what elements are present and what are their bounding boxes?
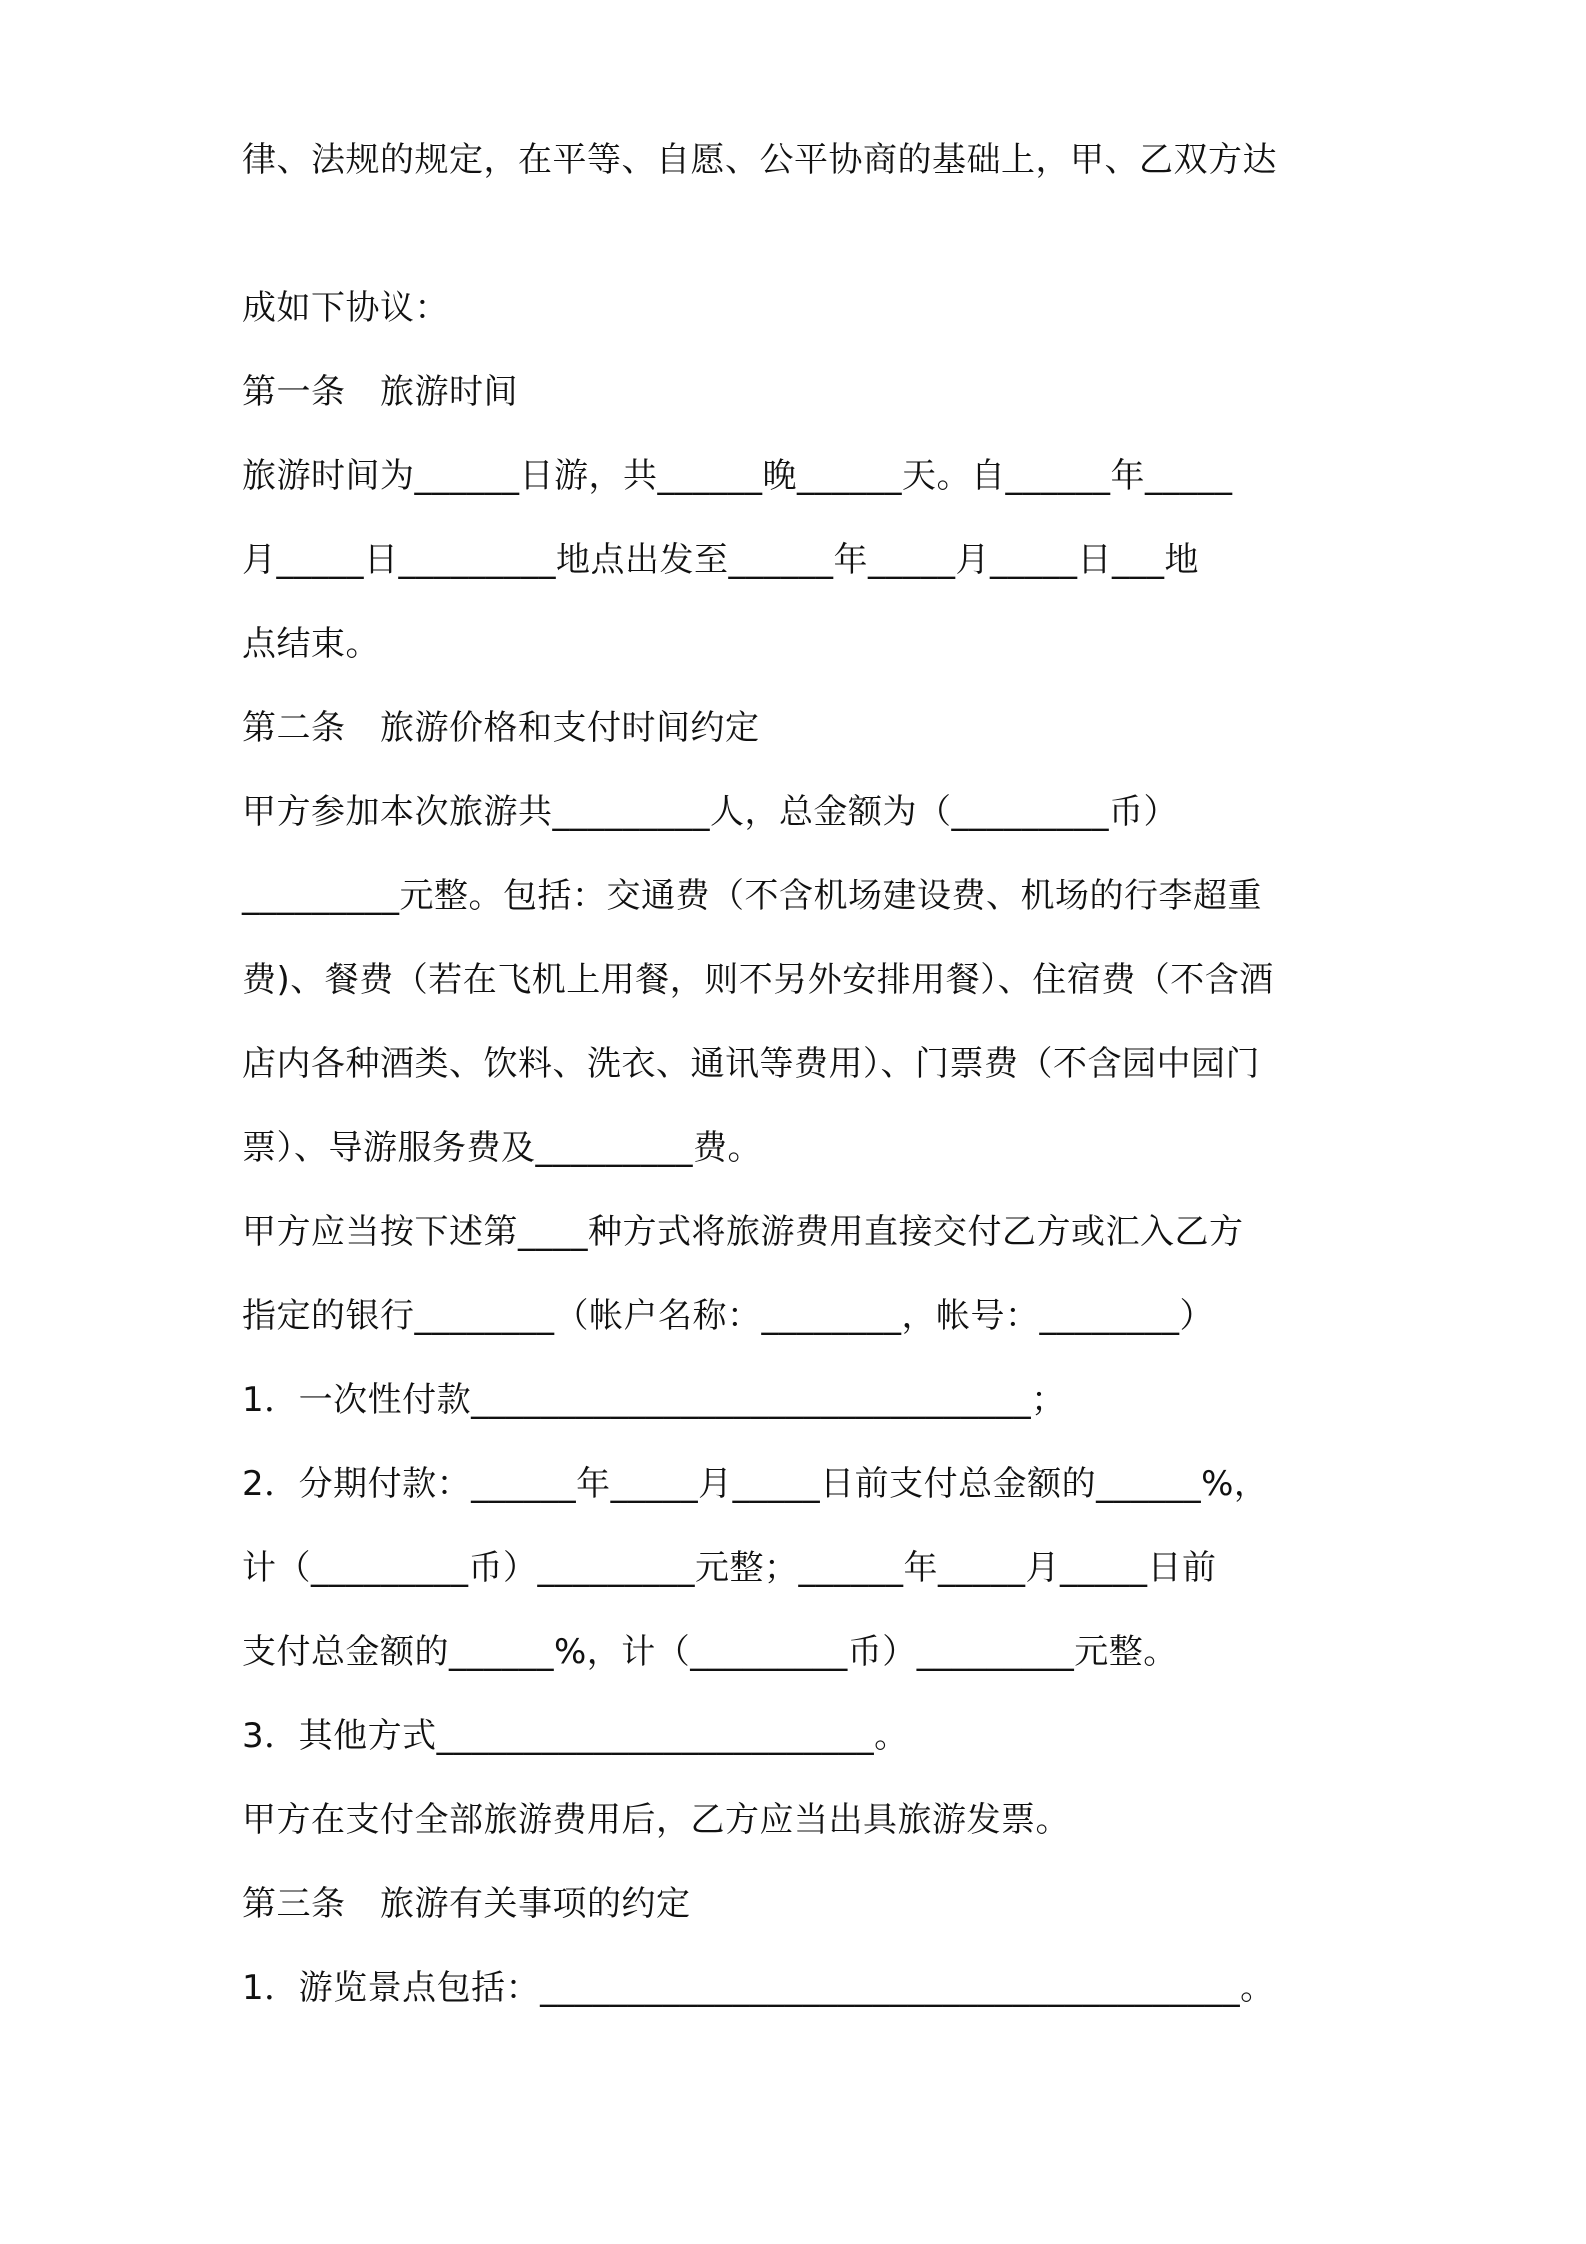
text-line: 律、法规的规定，在平等、自愿、公平协商的基础上，甲、乙双方达	[242, 140, 1277, 180]
text-line: 月_____日_________地点出发至______年_____月_____日___地	[242, 540, 1199, 580]
section-heading: 第二条 旅游价格和支付时间约定	[242, 708, 760, 748]
text-line: 指定的银行________（帐户名称：________，帐号：________）	[242, 1296, 1214, 1336]
list-item: 3．其他方式_________________________。	[242, 1716, 909, 1756]
text-line: 成如下协议：	[242, 288, 449, 328]
list-item: 1．游览景点包括：________________________________________。	[242, 1968, 1275, 2008]
text-line: _________元整。包括：交通费（不含机场建设费、机场的行李超重	[242, 876, 1262, 916]
text-line: 费)、餐费（若在飞机上用餐，则不另外安排用餐）、住宿费（不含酒	[242, 960, 1274, 1000]
section-heading: 第一条 旅游时间	[242, 372, 518, 412]
text-line: 旅游时间为______日游，共______晚______天。自______年_____	[242, 456, 1233, 496]
text-line: 点结束。	[242, 624, 380, 664]
list-item: 2．分期付款：______年_____月_____日前支付总金额的______%，	[242, 1464, 1269, 1504]
text-line: 支付总金额的______%，计（_________币）_________元整。	[242, 1632, 1178, 1672]
text-line: 甲方应当按下述第____种方式将旅游费用直接交付乙方或汇入乙方	[242, 1212, 1244, 1252]
list-item: 1．一次性付款________________________________；	[242, 1380, 1066, 1420]
text-line: 甲方参加本次旅游共_________人，总金额为（_________币）	[242, 792, 1178, 832]
text-line: 店内各种酒类、饮料、洗衣、通讯等费用）、门票费（不含园中园门	[242, 1044, 1260, 1084]
section-heading: 第三条 旅游有关事项的约定	[242, 1884, 691, 1924]
text-line: 计（_________币）_________元整；______年_____月_____日前	[242, 1548, 1217, 1588]
text-line: 票）、导游服务费及_________费。	[242, 1128, 762, 1168]
text-line: 甲方在支付全部旅游费用后，乙方应当出具旅游发票。	[242, 1800, 1070, 1840]
